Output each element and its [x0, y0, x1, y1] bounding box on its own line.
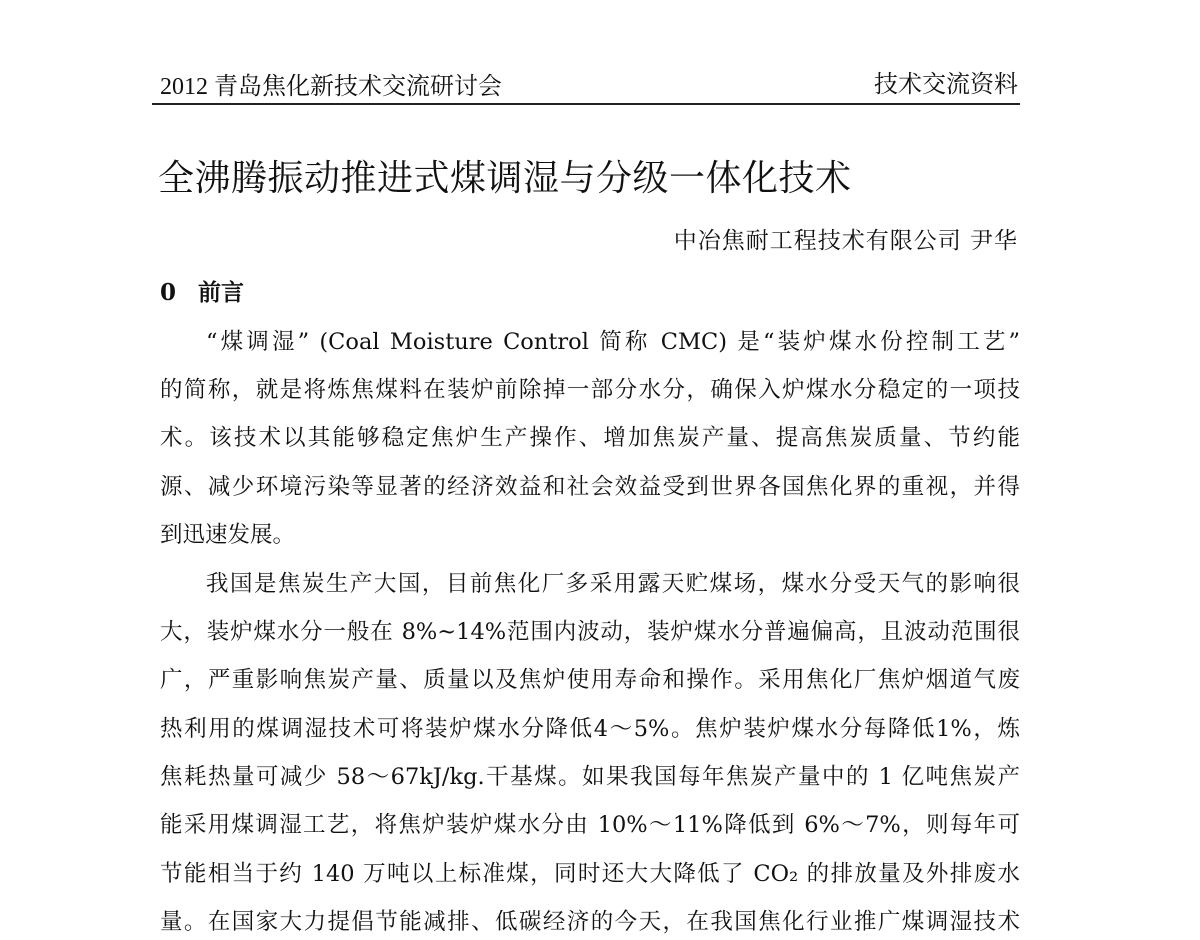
section-heading	[160, 278, 244, 308]
text-line: “煤调湿” (Coal Moisture Control 简称 CMC) 是“装炉煤水份控制工艺”	[206, 329, 1020, 355]
text-line: 我国是焦炭生产大国，目前焦化厂多采用露天贮煤场，煤水分受天气的影响很	[206, 571, 1020, 597]
text-line: 量。在国家大力提倡节能减排、低碳经济的今天，在我国焦化行业推广煤调湿技术	[160, 909, 1020, 935]
section-number: 0	[160, 279, 177, 306]
text-line: 到迅速发展。	[160, 522, 296, 548]
text-line: 大，装炉煤水分一般在 8%~14%范围内波动，装炉煤水分普遍偏高，且波动范围很	[160, 619, 1020, 645]
article-title: 全沸腾振动推进式煤调湿与分级一体化技术	[158, 158, 852, 199]
text-line: 的简称，就是将炼焦煤料在装炉前除掉一部分水分，确保入炉煤水分稳定的一项技	[160, 377, 1020, 403]
text-line: 术。该技术以其能够稳定焦炉生产操作、增加焦炭产量、提高焦炭质量、节约能	[160, 425, 1020, 451]
text-line: 热利用的煤调湿技术可将装炉煤水分降低4～5%。焦炉装炉煤水分每降低1%，炼	[160, 716, 1020, 742]
text-line: 广，严重影响焦炭产量、质量以及焦炉使用寿命和操作。采用焦化厂焦炉烟道气废	[160, 667, 1020, 693]
text-line: 焦耗热量可减少 58～67kJ/kg.干基煤。如果我国每年焦炭产量中的 1 亿吨焦炭产	[160, 764, 1020, 790]
text-line: 源、减少环境污染等显著的经济效益和社会效益受到世界各国焦化界的重视，并得	[160, 474, 1020, 500]
text-line: 能采用煤调湿工艺，将焦炉装炉煤水分由 10%～11%降低到 6%～7%，则每年可	[160, 812, 1020, 838]
text-line: 节能相当于约 140 万吨以上标准煤，同时还大大降低了 CO₂ 的排放量及外排废水	[160, 861, 1020, 887]
conference-name: 2012 青岛焦化新技术交流研讨会	[160, 74, 502, 100]
author-affiliation: 中冶焦耐工程技术有限公司 尹华	[673, 228, 1018, 254]
header-divider	[152, 103, 1020, 105]
section-title: 前言	[198, 279, 245, 306]
document-type: 技术交流资料	[874, 72, 1018, 98]
